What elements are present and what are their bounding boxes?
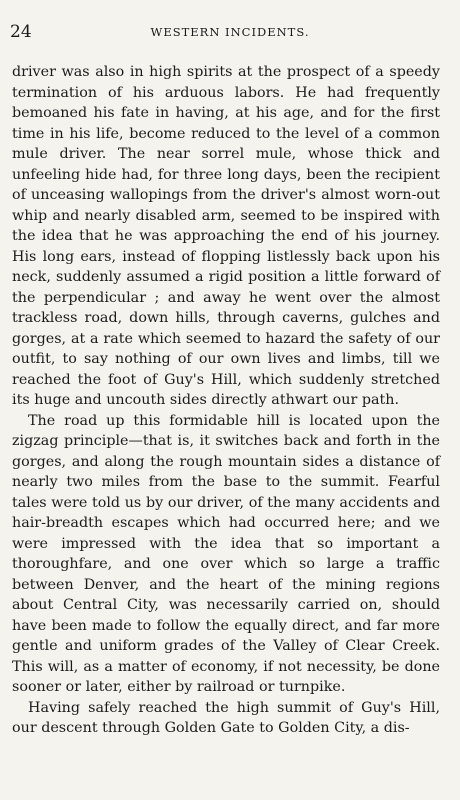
- running-head: WESTERN INCIDENTS.: [150, 25, 310, 39]
- paragraph-2: The road up this formidable hill is located upon the zigzag principle—that is, it switches back and forth in the gorges, and along the rough mountain sides a distance of nearly two miles from the base to the summit. Fearful tales were told us by our driver, of the many accidents and hair-breadth escapes which had occurred here; and we were impressed with the idea that so important a thoroughfare, and one over which so large a traffic between Denver, and the heart of the mining regions about Central City, was necessarily carried on, should have been made to follow the equally direct, and far more gentle and uniform grades of the Valley of Clear Creek. This will, as a matter of economy, if not necessity, be done sooner or later, either by railroad or turnpike.: [12, 412, 440, 695]
- body-text: [12, 62, 440, 739]
- paragraph-1: driver was also in high spirits at the prospect of a speedy termination of his arduous labors. He had frequently bemoaned his fate in having, at his age, and for the first time in his life, become reduced to the level of a common mule driver. The near sorrel mule, whose thick and unfeeling hide had, for three long days, been the recipient of unceasing wallopings from the driver's almost worn-out whip and nearly disabled arm, seemed to be inspired with the idea that he was approaching the end of his journey. His long ears, instead of flopping listlessly back upon his neck, suddenly assumed a rigid position a little forward of the perpendicular ; and away he went over the almost trackless road, down hills, through caverns, gulches and gorges, at a rate which seemed to hazard the safety of our outfit, to say nothing of our own lives and limbs, till we reached the foot of Guy's Hill, which suddenly stretched its huge and uncouth sides directly athwart our path.: [12, 64, 440, 408]
- page-header: [0, 22, 460, 42]
- page-number: 24: [10, 22, 32, 42]
- paragraph-3: Having safely reached the high summit of Guy's Hill, our descent through Golden Gate to Golden City, a dis-: [12, 699, 440, 736]
